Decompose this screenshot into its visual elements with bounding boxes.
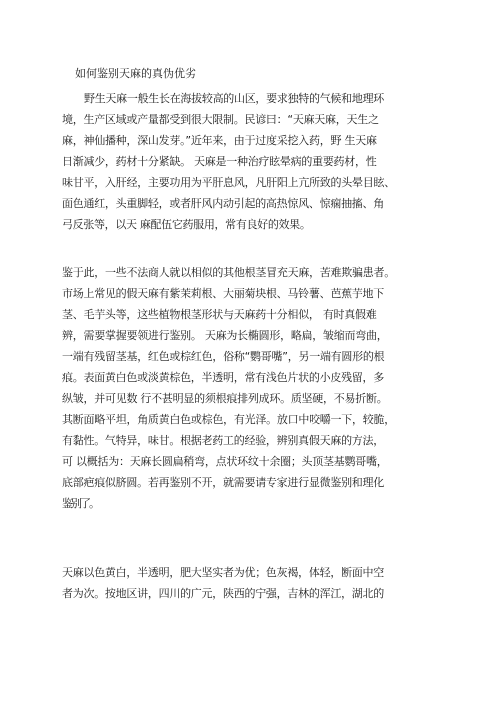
text-line: 辨，需要掌握要领进行鉴别。 天麻为长椭圆形，略扁，皱缩而弯曲， [62,329,388,342]
text-line: 有黏性。气特异，味甘。根据老药工的经验，辨别真假天麻的方法， [62,434,384,447]
paragraph-1 [62,88,442,235]
text-line: 鉴于此，一些不法商人就以相似的其他根茎冒充天麻，苦难欺骗患者。 [62,266,395,279]
text-line: 纵皱，并可见数 行不甚明显的须根痕排列成环。质坚硬，不易折断。 [62,392,388,405]
text-line: 痕。表面黄白色或淡黄棕色，半透明，常有浅色片状的小皮残留，多 [62,371,384,384]
text-line: 弓反张等，以天 麻配伍它药服用，常有良好的效果。 [62,218,311,231]
text-line: 日渐减少，药材十分紧缺。 天麻是一种治疗眩晕病的重要药材，性 [62,155,377,168]
paragraph-2 [62,262,442,514]
text-line: 野生天麻一般生长在海拔较高的山区，要求独特的气候和地理环 [84,92,384,105]
text-line: 茎、毛芋头等，这些植物根茎形状与天麻药十分相似， 有时真假难 [62,308,377,321]
text-line: 者为次。按地区讲，四川的广元，陕西的宁强，吉林的浑江，湖北的 [62,587,384,600]
paragraph-3 [62,562,442,604]
text-line: 其断面略平坦，角质黄白色或棕色，有光泽。放口中咬嚼一下，较脆， [62,413,395,426]
text-line: 可 以概括为：天麻长圆扁稍弯，点状环纹十余圈；头顶茎基鹦哥嘴， [62,455,388,468]
text-line: 味甘平，入肝经，主要功用为平肝息风，凡肝阳上亢所致的头晕目眩、 [62,176,395,189]
document-title: 如何鉴别天麻的真伪优劣 [75,67,196,80]
text-line: 天麻以色黄白，半透明，肥大坚实者为优；色灰褐，体轻，断面中空 [62,566,384,579]
text-line: 面色通红，头重脚轻，或者肝风内动引起的高热惊风、惊痫抽搐、角 [62,197,384,210]
text-line: 麻，神仙播种，深山发芽。”近年来，由于过度采挖入药，野 生天麻 [62,134,377,147]
text-line: 市场上常见的假天麻有紫茉莉根、大丽菊块根、马铃薯、芭蕉芋地下 [62,287,384,300]
text-line: 鉴别了。 [62,497,98,510]
text-line: 一端有残留茎基，红色或棕红色，俗称“鹦哥嘴”，另一端有圆形的根 [62,350,385,363]
text-line: 境，生产区域或产量都受到很大限制。民谚曰：“天麻天麻，天生之 [62,113,379,126]
text-line: 底部疤痕似脐圆。若再鉴别不开，就需要请专家进行显微鉴别和理化 [62,476,384,489]
